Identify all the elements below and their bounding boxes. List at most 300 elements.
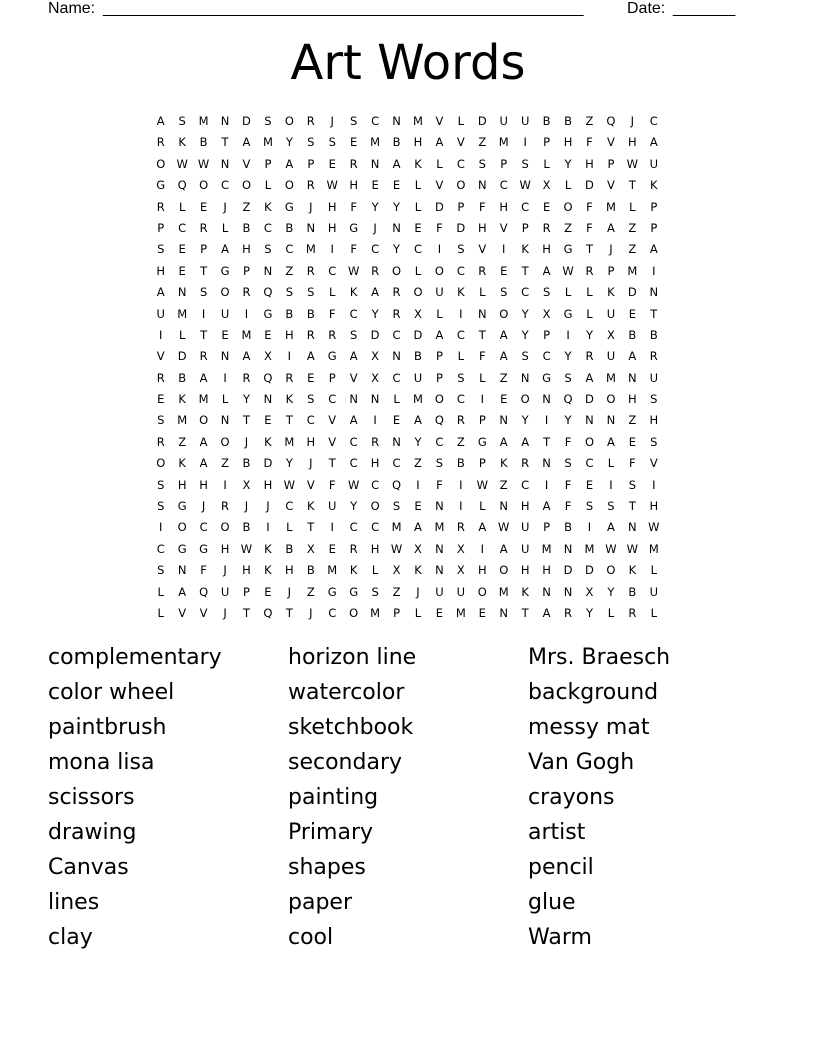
grid-letter[interactable]: G [284,199,294,214]
grid-letter[interactable]: I [459,499,463,514]
grid-letter[interactable]: F [200,563,207,578]
grid-letter[interactable]: I [523,135,527,150]
grid-letter[interactable]: B [456,456,465,471]
grid-letter[interactable]: O [199,178,209,193]
grid-letter[interactable]: M [177,306,188,321]
grid-letter[interactable]: Y [371,199,379,214]
grid-letter[interactable]: I [480,392,484,407]
grid-letter[interactable]: X [371,349,380,364]
grid-letter[interactable]: I [159,327,163,342]
grid-letter[interactable]: N [628,520,637,535]
grid-letter[interactable]: H [542,563,551,578]
grid-letter[interactable]: I [223,370,227,385]
grid-letter[interactable]: X [456,563,465,578]
grid-letter[interactable]: C [413,242,422,257]
grid-letter[interactable]: Z [564,220,572,235]
grid-letter[interactable]: N [392,220,401,235]
grid-letter[interactable]: A [499,541,508,556]
grid-letter[interactable]: S [350,114,358,128]
grid-letter[interactable]: S [392,499,401,514]
grid-letter[interactable]: I [373,413,377,428]
grid-letter[interactable]: N [542,456,551,471]
grid-letter[interactable]: K [264,563,272,578]
grid-letter[interactable]: O [606,563,616,578]
grid-letter[interactable]: H [563,135,573,150]
grid-letter[interactable]: K [414,563,422,578]
grid-letter[interactable]: C [521,199,530,214]
grid-letter[interactable]: J [416,584,420,599]
grid-letter[interactable]: L [221,220,229,235]
grid-letter[interactable]: S [435,456,444,471]
grid-letter[interactable]: N [177,563,187,578]
grid-letter[interactable]: N [220,156,230,171]
grid-letter[interactable]: R [328,327,337,342]
grid-letter[interactable]: S [650,392,658,407]
grid-letter[interactable]: R [628,605,637,620]
grid-letter[interactable]: R [156,434,165,449]
grid-letter[interactable]: V [435,178,444,193]
grid-letter[interactable]: Z [285,263,294,278]
grid-letter[interactable]: L [157,605,164,620]
grid-letter[interactable]: N [263,392,273,407]
grid-letter[interactable]: U [606,306,616,321]
grid-letter[interactable]: F [436,477,443,492]
grid-letter[interactable]: O [241,178,251,193]
grid-letter[interactable]: H [242,242,251,257]
grid-letter[interactable]: Q [263,370,273,385]
grid-letter[interactable]: B [628,327,637,342]
grid-letter[interactable]: K [414,156,422,171]
grid-letter[interactable]: F [629,456,636,471]
grid-letter[interactable]: E [585,477,594,492]
grid-letter[interactable]: O [520,392,530,407]
grid-letter[interactable]: O [392,263,402,278]
grid-letter[interactable]: C [328,263,337,278]
grid-letter[interactable]: R [456,413,465,428]
grid-letter[interactable]: L [178,327,186,342]
grid-letter[interactable]: B [649,327,658,342]
grid-letter[interactable]: U [649,370,658,385]
grid-letter[interactable]: A [349,413,358,428]
grid-letter[interactable]: Y [371,306,379,321]
grid-letter[interactable]: O [349,605,359,620]
grid-letter[interactable]: H [263,477,273,492]
grid-letter[interactable]: O [370,499,380,514]
grid-letter[interactable]: L [414,199,422,214]
grid-letter[interactable]: P [157,220,165,235]
grid-letter[interactable]: O [499,563,509,578]
grid-letter[interactable]: I [652,263,656,278]
grid-letter[interactable]: J [630,114,635,128]
grid-letter[interactable]: R [564,605,573,620]
grid-letter[interactable]: M [605,370,616,385]
grid-letter[interactable]: P [243,584,250,599]
grid-letter[interactable]: Z [221,456,229,471]
grid-letter[interactable]: Z [628,220,637,235]
grid-letter[interactable]: A [242,349,251,364]
grid-letter[interactable]: P [393,605,400,620]
grid-letter[interactable]: S [157,563,165,578]
grid-letter[interactable]: P [243,263,250,278]
grid-letter[interactable]: H [649,413,659,428]
grid-letter[interactable]: S [542,285,551,300]
grid-letter[interactable]: M [198,114,209,128]
grid-letter[interactable]: A [178,584,187,599]
grid-letter[interactable]: N [563,541,573,556]
grid-letter[interactable]: E [307,370,315,385]
grid-letter[interactable]: N [370,392,380,407]
grid-letter[interactable]: A [221,242,229,257]
grid-letter[interactable]: N [435,563,444,578]
grid-letter[interactable]: I [502,242,506,257]
grid-letter[interactable]: N [499,499,509,514]
grid-letter[interactable]: O [284,114,294,128]
grid-letter[interactable]: U [606,349,616,364]
grid-letter[interactable]: I [459,477,463,492]
grid-letter[interactable]: U [328,499,337,514]
grid-letter[interactable]: A [306,349,315,364]
grid-letter[interactable]: L [586,285,593,300]
grid-letter[interactable]: D [456,220,466,235]
grid-letter[interactable]: K [628,563,637,578]
grid-letter[interactable]: L [157,584,164,599]
grid-letter[interactable]: P [307,156,315,171]
grid-letter[interactable]: H [306,434,316,449]
grid-letter[interactable]: S [157,242,165,257]
grid-letter[interactable]: C [178,220,187,235]
grid-letter[interactable]: H [649,499,659,514]
grid-letter[interactable]: V [649,456,658,471]
grid-letter[interactable]: B [285,541,294,556]
grid-letter[interactable]: E [500,263,508,278]
grid-letter[interactable]: V [242,156,251,171]
grid-letter[interactable]: S [307,135,315,150]
grid-letter[interactable]: V [499,220,508,235]
grid-letter[interactable]: K [307,499,315,514]
grid-letter[interactable]: W [519,178,531,193]
grid-letter[interactable]: H [285,563,294,578]
grid-letter[interactable]: L [264,178,272,193]
grid-letter[interactable]: J [330,114,334,128]
grid-letter[interactable]: M [305,242,316,257]
grid-letter[interactable]: H [177,477,187,492]
grid-letter[interactable]: O [156,156,166,171]
grid-letter[interactable]: A [606,520,615,535]
grid-letter[interactable]: T [543,434,551,449]
grid-letter[interactable]: I [587,520,592,535]
grid-letter[interactable]: S [178,114,186,128]
grid-letter[interactable]: K [349,563,358,578]
grid-letter[interactable]: U [220,584,230,599]
grid-letter[interactable]: C [435,434,444,449]
grid-letter[interactable]: A [435,327,444,342]
grid-letter[interactable]: R [371,434,380,449]
grid-letter[interactable]: N [477,178,487,193]
grid-letter[interactable]: H [520,563,530,578]
grid-letter[interactable]: A [649,135,658,150]
grid-letter[interactable]: N [220,413,230,428]
grid-letter[interactable]: Y [585,605,593,620]
grid-letter[interactable]: I [544,413,549,428]
grid-letter[interactable]: T [200,263,208,278]
grid-letter[interactable]: J [309,605,313,620]
grid-letter[interactable]: R [156,135,165,150]
grid-letter[interactable]: E [478,605,486,620]
grid-letter[interactable]: A [435,135,444,150]
grid-letter[interactable]: E [178,242,186,257]
grid-letter[interactable]: C [199,520,208,535]
grid-letter[interactable]: C [542,349,551,364]
grid-letter[interactable]: R [585,263,594,278]
grid-letter[interactable]: A [349,349,358,364]
grid-letter[interactable]: J [609,242,613,257]
grid-letter[interactable]: O [220,434,230,449]
grid-letter[interactable]: Y [521,413,529,428]
grid-letter[interactable]: M [198,392,209,407]
grid-letter[interactable]: C [499,178,508,193]
grid-letter[interactable]: S [264,242,272,257]
grid-letter[interactable]: K [285,392,294,407]
grid-letter[interactable]: L [329,285,336,300]
grid-letter[interactable]: B [564,114,572,128]
grid-letter[interactable]: S [585,499,594,514]
grid-letter[interactable]: K [264,434,272,449]
grid-letter[interactable]: Q [606,114,616,128]
grid-letter[interactable]: B [564,520,572,535]
grid-letter[interactable]: A [199,370,208,385]
grid-letter[interactable]: K [607,285,615,300]
grid-letter[interactable]: W [498,520,510,535]
grid-letter[interactable]: S [307,392,315,407]
grid-letter[interactable]: S [264,114,272,128]
grid-letter[interactable]: A [414,413,422,428]
grid-letter[interactable]: X [392,563,401,578]
grid-letter[interactable]: L [479,370,486,385]
grid-letter[interactable]: U [520,520,530,535]
grid-letter[interactable]: R [456,520,465,535]
grid-letter[interactable]: N [435,499,444,514]
grid-letter[interactable]: I [287,349,292,364]
grid-letter[interactable]: W [626,156,639,171]
grid-letter[interactable]: B [242,456,251,471]
grid-letter[interactable]: N [585,413,594,428]
grid-letter[interactable]: U [649,584,658,599]
grid-letter[interactable]: L [178,199,186,214]
grid-letter[interactable]: O [220,520,230,535]
grid-letter[interactable]: Y [285,456,293,471]
grid-letter[interactable]: N [177,285,187,300]
grid-letter[interactable]: X [456,541,465,556]
grid-letter[interactable]: G [263,306,273,321]
grid-letter[interactable]: A [478,520,487,535]
grid-letter[interactable]: T [221,135,229,150]
grid-letter[interactable]: L [650,605,657,620]
grid-letter[interactable]: C [371,114,380,128]
grid-letter[interactable]: H [220,541,230,556]
grid-letter[interactable]: O [584,434,594,449]
grid-letter[interactable]: R [371,263,380,278]
grid-letter[interactable]: B [628,584,637,599]
grid-letter[interactable]: N [392,349,401,364]
grid-letter[interactable]: Y [393,199,401,214]
grid-letter[interactable]: K [264,541,272,556]
grid-letter[interactable]: J [201,499,206,514]
grid-letter[interactable]: Z [499,477,508,492]
grid-letter[interactable]: D [585,563,594,578]
grid-letter[interactable]: S [371,584,379,599]
grid-letter[interactable]: B [414,349,422,364]
grid-letter[interactable]: W [283,477,296,492]
grid-letter[interactable]: F [350,199,357,214]
grid-letter[interactable]: C [392,456,401,471]
grid-letter[interactable]: R [199,349,208,364]
grid-letter[interactable]: Z [628,242,637,257]
grid-letter[interactable]: U [499,114,508,128]
grid-letter[interactable]: L [586,306,593,321]
grid-letter[interactable]: L [564,285,572,300]
grid-letter[interactable]: D [563,563,573,578]
grid-letter[interactable]: C [349,434,358,449]
grid-letter[interactable]: E [628,306,636,321]
grid-letter[interactable]: D [434,199,444,214]
name-blank-line[interactable]: ______________________________________________________ [103,0,584,17]
grid-letter[interactable]: C [392,370,401,385]
grid-letter[interactable]: E [178,263,186,278]
grid-letter[interactable]: A [542,605,551,620]
grid-letter[interactable]: R [242,285,251,300]
grid-letter[interactable]: V [328,434,337,449]
grid-letter[interactable]: K [457,285,465,300]
grid-letter[interactable]: V [156,349,165,364]
grid-letter[interactable]: I [244,306,249,321]
grid-letter[interactable]: F [350,242,357,257]
grid-letter[interactable]: A [414,520,422,535]
grid-letter[interactable]: R [349,541,358,556]
grid-letter[interactable]: P [264,156,272,171]
grid-letter[interactable]: C [371,242,380,257]
grid-letter[interactable]: X [414,541,422,556]
grid-letter[interactable]: S [157,499,165,514]
grid-letter[interactable]: K [521,584,529,599]
grid-letter[interactable]: U [520,541,530,556]
grid-letter[interactable]: E [628,434,636,449]
grid-letter[interactable]: R [306,263,315,278]
grid-letter[interactable]: T [242,413,250,428]
grid-letter[interactable]: S [500,285,508,300]
grid-letter[interactable]: S [457,242,465,257]
grid-letter[interactable]: Z [628,413,637,428]
grid-letter[interactable]: G [177,499,187,514]
grid-letter[interactable]: R [542,220,551,235]
grid-letter[interactable]: O [177,520,187,535]
grid-letter[interactable]: B [178,370,187,385]
grid-letter[interactable]: W [326,178,338,193]
grid-letter[interactable]: E [199,199,208,214]
grid-letter[interactable]: H [370,456,380,471]
grid-letter[interactable]: A [371,285,380,300]
grid-letter[interactable]: I [201,306,206,321]
grid-letter[interactable]: T [478,327,486,342]
grid-letter[interactable]: B [285,220,294,235]
grid-letter[interactable]: O [284,178,294,193]
grid-letter[interactable]: E [328,541,336,556]
grid-letter[interactable]: H [156,263,166,278]
grid-letter[interactable]: S [478,156,486,171]
grid-letter[interactable]: V [328,413,337,428]
grid-letter[interactable]: A [542,499,551,514]
grid-letter[interactable]: J [223,605,227,620]
grid-letter[interactable]: M [541,541,552,556]
grid-letter[interactable]: C [349,306,358,321]
grid-letter[interactable]: D [263,456,273,471]
grid-letter[interactable]: G [199,541,209,556]
grid-letter[interactable]: N [499,413,509,428]
grid-letter[interactable]: E [392,178,401,193]
grid-letter[interactable]: J [373,220,377,235]
grid-letter[interactable]: P [200,242,208,257]
grid-letter[interactable]: S [285,285,293,300]
grid-letter[interactable]: B [392,135,401,150]
grid-letter[interactable]: M [413,392,423,407]
grid-letter[interactable]: W [390,541,403,556]
grid-letter[interactable]: V [606,135,615,150]
grid-letter[interactable]: A [242,135,251,150]
grid-letter[interactable]: K [349,285,358,300]
grid-letter[interactable]: H [327,199,337,214]
grid-letter[interactable]: L [629,199,636,214]
grid-letter[interactable]: C [156,541,165,556]
grid-letter[interactable]: A [521,434,530,449]
grid-letter[interactable]: Y [607,584,615,599]
grid-letter[interactable]: F [564,477,572,492]
grid-letter[interactable]: I [480,541,484,556]
grid-letter[interactable]: X [371,370,380,385]
grid-letter[interactable]: M [262,135,273,150]
grid-letter[interactable]: N [392,114,401,128]
grid-letter[interactable]: H [477,563,487,578]
grid-letter[interactable]: G [542,370,552,385]
grid-letter[interactable]: G [327,584,337,599]
grid-letter[interactable]: X [606,327,615,342]
grid-letter[interactable]: I [223,477,227,492]
grid-letter[interactable]: V [349,370,358,385]
grid-letter[interactable]: T [307,520,315,535]
grid-letter[interactable]: N [220,349,230,364]
grid-letter[interactable]: T [628,178,636,193]
grid-letter[interactable]: C [328,392,337,407]
grid-letter[interactable]: O [456,178,466,193]
grid-letter[interactable]: H [413,135,423,150]
grid-letter[interactable]: I [159,520,163,535]
grid-letter[interactable]: A [542,263,551,278]
grid-letter[interactable]: M [584,541,595,556]
grid-letter[interactable]: O [220,285,230,300]
grid-letter[interactable]: F [586,220,593,235]
grid-letter[interactable]: Y [242,392,250,407]
grid-letter[interactable]: N [220,114,230,128]
grid-letter[interactable]: E [414,499,422,514]
grid-letter[interactable]: O [199,413,209,428]
grid-letter[interactable]: M [327,563,338,578]
grid-letter[interactable]: R [285,370,294,385]
grid-letter[interactable]: S [328,135,336,150]
grid-letter[interactable]: G [327,349,337,364]
grid-letter[interactable]: C [285,499,294,514]
grid-letter[interactable]: E [435,605,444,620]
grid-letter[interactable]: L [457,114,465,128]
grid-letter[interactable]: E [157,392,165,407]
grid-letter[interactable]: C [456,263,465,278]
